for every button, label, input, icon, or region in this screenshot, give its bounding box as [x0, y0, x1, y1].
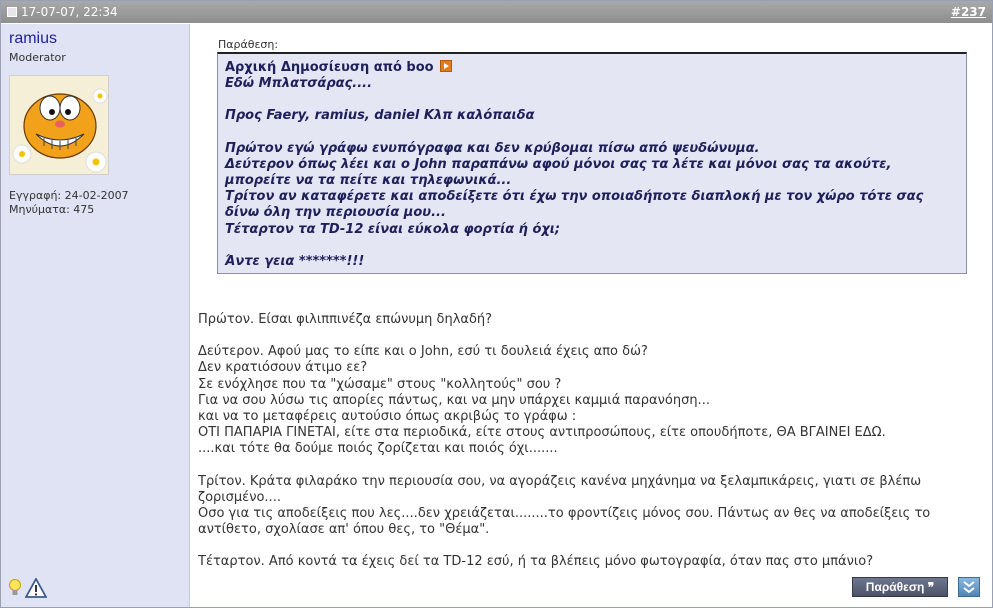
join-date: Εγγραφή: 24-02-2007 — [9, 189, 129, 202]
avatar[interactable] — [9, 75, 109, 175]
post-number — [951, 1, 986, 23]
message-line: και να το μεταφέρεις αυτούσιο όπως ακριβώς το γράφω : — [198, 409, 577, 425]
post-content — [191, 24, 992, 607]
post-date: 17-07-07, 22:34 — [21, 5, 118, 19]
quote-line: Άντε γεια *******!!! — [225, 253, 365, 269]
quote-line: Τρίτον αν καταφέρετε και αποδείξετε ότι έχω την οποιαδήποτε διαπλοκή με τον χώρο τότε σας δίνω όλη την περιουσία μου... — [225, 189, 924, 221]
quote-line: Εδώ Μπλατσάρας.... — [225, 76, 373, 92]
message-line: ΟΤΙ ΠΑΠΑΡΙΑ ΓΙΝΕΤΑΙ, είτε στα περιοδικά, είτε στους αντιπροσώπους, είτε οπουδήποτε, ΘΑ ΒΓΑΙΝΕΙ ΕΔΩ. — [198, 425, 886, 441]
message-line: Τρίτον. Κράτα φιλαράκο την περιουσία σου, να αγοράζεις κανένα μηχάνημα να ξελαμπικάρεις, γιατι σε βλέπω ζορισμένο.... — [198, 473, 922, 505]
post-number-link[interactable]: #237 — [950, 5, 986, 19]
quote-line: Δεύτερον όπως λέει και ο John παραπάνω αφού μόνοι σας τα λέτε και μόνοι σας τα ακούτε, μπορείτε να τα πείτε και τηλεφωνικά... — [225, 156, 892, 189]
post-count: Μηνύματα: 475 — [9, 203, 95, 216]
quote-button-label: Παράθεση — [865, 580, 925, 594]
avatar-image — [10, 76, 109, 175]
user-info — [9, 189, 129, 217]
quote-author: Αρχική Δημοσίευση από boo — [225, 60, 434, 75]
message-line: Πρώτον. Είσαι φιλιππινέζα επώνυμη δηλαδή? — [198, 312, 493, 327]
warning-icon[interactable] — [25, 578, 47, 598]
user-title: Moderator — [9, 51, 66, 64]
quote-label: Παράθεση: — [218, 38, 279, 51]
quote-line: Τέταρτον τα TD-12 είναι εύκολα φορτία ή όχι; — [225, 221, 561, 237]
message-body — [198, 312, 978, 571]
username[interactable]: ramius — [9, 30, 58, 47]
message-line: Δεύτερον. Αφού μας το είπε και ο John, εσύ τι δουλειά έχεις απο δώ? — [198, 344, 648, 360]
message-line: Τέταρτον. Από κοντά τα έχεις δεί τα TD-12 εσύ, ή τα βλέπεις μόνο φωτογραφία, όταν πας στο μπάνιο? — [198, 554, 874, 570]
viewpost-icon[interactable] — [440, 60, 452, 72]
quote-box — [217, 52, 967, 274]
lightbulb-icon[interactable] — [8, 579, 22, 597]
quote-line: Πρώτον εγώ γράφω ενυπόγραφα και δεν κρύβομαι πίσω από ψευδώνυμα. — [225, 140, 760, 156]
quote-line: Προς Faery, ramius, daniel Κλπ καλόπαιδα — [225, 108, 535, 124]
message-line: ....και τότε θα δούμε ποιός ζορίζεται και ποιός όχι....... — [198, 441, 558, 457]
status-icon — [7, 7, 17, 17]
message-line: Δεν κρατιόσουν άτιμο εε? — [198, 360, 368, 376]
message-line: Για να σου λύσω τις απορίες πάντως, και να μην υπάρχει καμμιά παρανόηση... — [198, 392, 710, 408]
multiquote-icon — [959, 578, 979, 596]
post-header — [1, 1, 992, 23]
message-line: Σε ενόχλησε που τα "χώσαμε" στους "κολλητούς" σου ? — [198, 376, 562, 392]
user-sidebar — [1, 24, 190, 607]
multiquote-button[interactable] — [958, 577, 980, 597]
quote-button[interactable] — [852, 577, 948, 597]
quote-marks-icon: ❞ — [927, 580, 935, 594]
message-line: Οσο για τις αποδείξεις που λες....δεν χρειάζεται........το φροντίζεις μόνος σου. Πάντως αν θες να αποδείξεις το αντίθετο, σχολίασε απ' όπου θες, το "Θέμα". — [198, 506, 931, 538]
